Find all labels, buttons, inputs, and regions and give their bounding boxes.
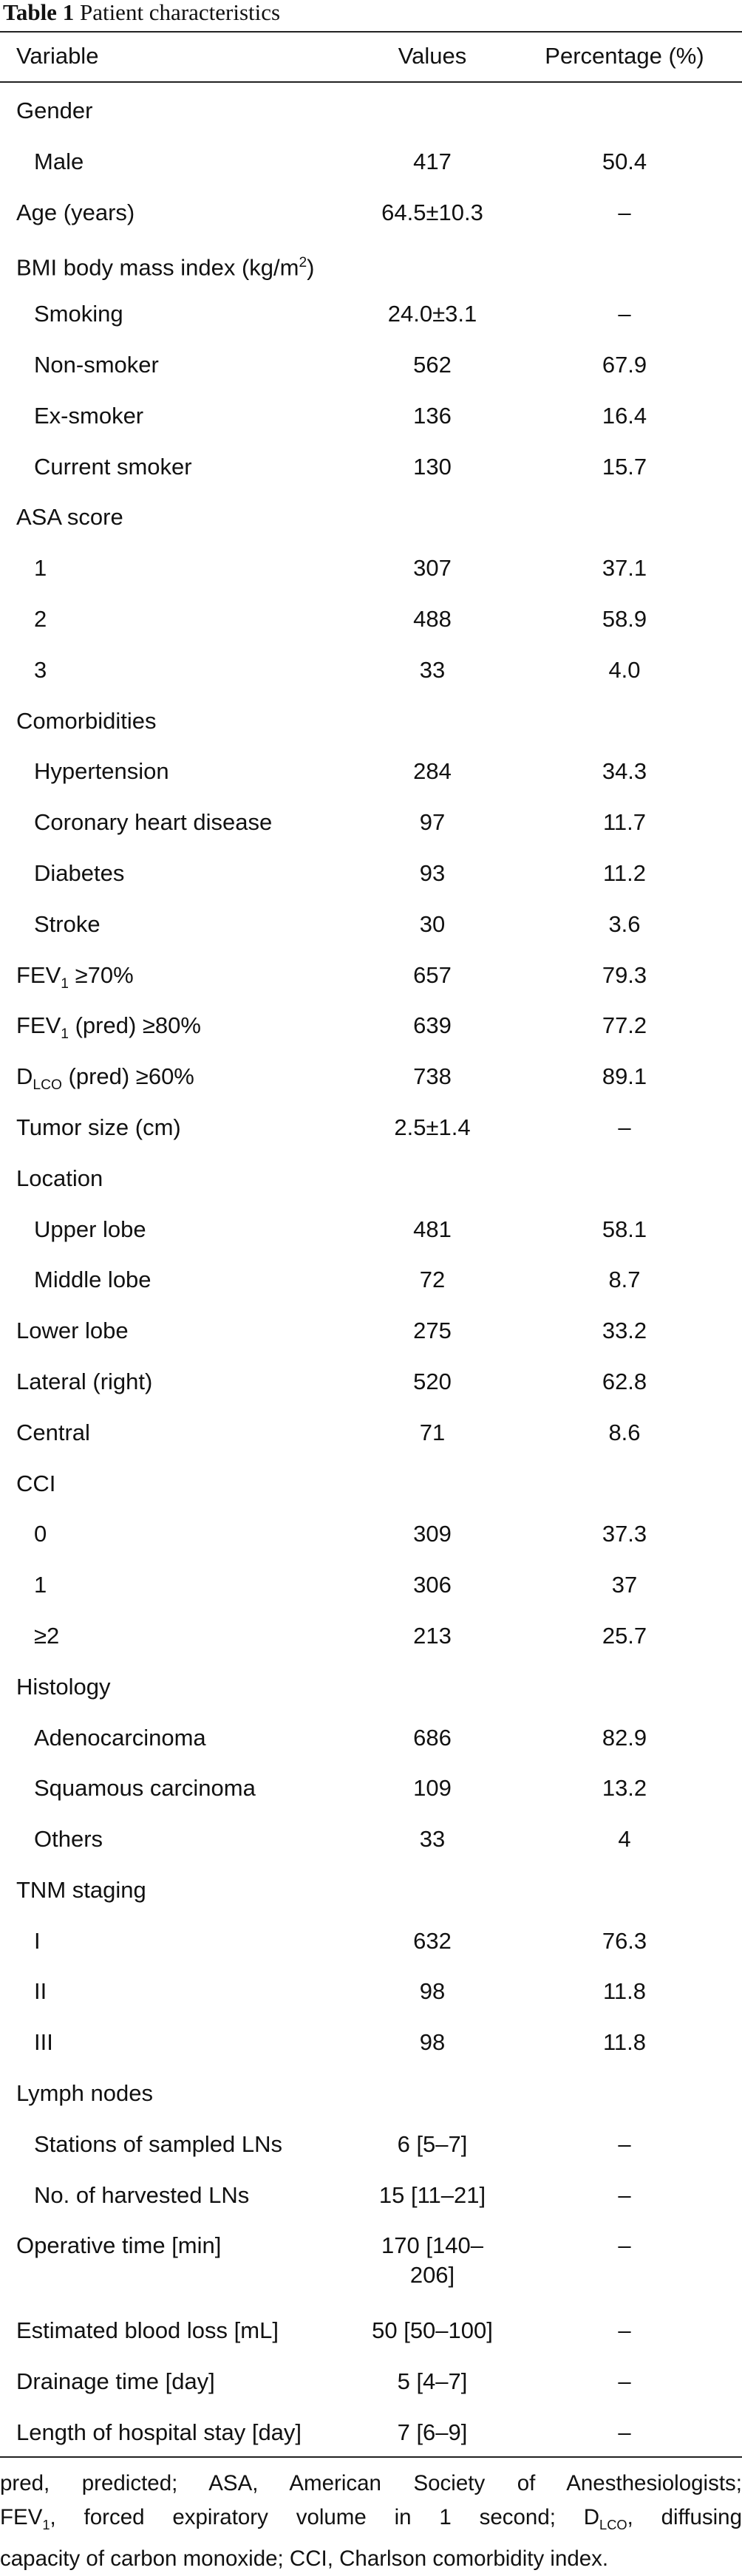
- table-row: [0, 797, 742, 848]
- table-body: [0, 85, 742, 2458]
- cell-value: 520: [413, 1368, 452, 1394]
- table-row: [0, 848, 742, 899]
- header-percentage: Percentage (%): [545, 43, 704, 69]
- cell-variable: Diabetes: [34, 859, 125, 886]
- cell-variable: Length of hospital stay [day]: [16, 2419, 302, 2446]
- cell-value: 657: [413, 961, 452, 988]
- table-footnote: [0, 2467, 742, 2576]
- table-row: [0, 593, 742, 644]
- table-row: [0, 2356, 742, 2407]
- cell-value: 488: [413, 605, 452, 632]
- cell-variable: 2: [34, 605, 47, 632]
- cell-variable: Current smoker: [34, 453, 192, 480]
- table-row: [0, 1966, 742, 2017]
- table-row: [0, 1051, 742, 1102]
- cell-variable: II: [34, 1978, 47, 2005]
- cell-variable: 1: [34, 1572, 47, 1598]
- cell-percentage: 4: [618, 1826, 631, 1853]
- cell-variable: Central: [16, 1419, 90, 1445]
- cell-value: 2.5±1.4: [394, 1114, 471, 1140]
- cell-value: 306: [413, 1572, 452, 1598]
- table-row: [0, 1915, 742, 1966]
- cell-variable: TNM staging: [16, 1876, 146, 1903]
- table-caption-label: Table 1: [3, 0, 75, 25]
- table-row: [0, 1813, 742, 1864]
- cell-percentage: 37.1: [602, 555, 647, 582]
- table-row: [0, 2017, 742, 2068]
- cell-percentage: 15.7: [602, 453, 647, 480]
- cell-variable: BMI body mass index $(kg/m^2)$: [16, 254, 315, 281]
- cell-percentage: 79.3: [602, 961, 647, 988]
- cell-variable: Comorbidities: [16, 707, 157, 734]
- cell-variable: 1: [34, 555, 47, 582]
- cell-variable: III: [34, 2029, 53, 2056]
- cell-percentage: 3.6: [608, 910, 641, 937]
- table-row: [0, 1661, 742, 1712]
- table-row: [0, 1458, 742, 1509]
- table-row: [0, 1407, 742, 1458]
- table-row: [0, 2220, 742, 2305]
- cell-value: 7 [6–9]: [397, 2419, 468, 2446]
- cell-percentage: –: [618, 2419, 631, 2446]
- cell-percentage: 16.4: [602, 402, 647, 429]
- table-row: [0, 1305, 742, 1356]
- cell-percentage: 58.9: [602, 605, 647, 632]
- cell-percentage: 13.2: [602, 1775, 647, 1802]
- table-row: [0, 1559, 742, 1610]
- cell-value: 93: [419, 859, 446, 886]
- table-row: [0, 1712, 742, 1763]
- cell-value: 72: [419, 1267, 446, 1293]
- cell-variable: Drainage time [day]: [16, 2368, 215, 2395]
- cell-variable: Age (years): [16, 199, 135, 225]
- cell-percentage: 34.3: [602, 758, 647, 785]
- table-row: [0, 2119, 742, 2170]
- cell-variable: Adenocarcinoma: [34, 1724, 206, 1751]
- table-bottom-rule: [0, 2456, 742, 2458]
- cell-variable: 0: [34, 1521, 47, 1547]
- cell-value: 24.0±3.1: [387, 301, 477, 327]
- cell-variable: Others: [34, 1826, 103, 1853]
- cell-percentage: –: [618, 1114, 631, 1140]
- table-row: [0, 1102, 742, 1153]
- cell-value: 632: [413, 1927, 452, 1954]
- cell-value: 5 [4–7]: [397, 2368, 468, 2395]
- table-row: [0, 441, 742, 492]
- table-row: [0, 288, 742, 339]
- cell-variable: No. of harvested LNs: [34, 2181, 250, 2208]
- cell-variable: I: [34, 1927, 41, 1954]
- table-top-rule: [0, 31, 742, 33]
- cell-percentage: 25.7: [602, 1622, 647, 1649]
- cell-percentage: 11.8: [602, 1978, 647, 2005]
- table-row: [0, 2407, 742, 2458]
- cell-value: 170 [140– 206]: [381, 2232, 483, 2289]
- cell-variable: $D_{LCO}$ (pred) ≥60%: [16, 1063, 194, 1094]
- cell-variable: $FEV_1$ (pred) ≥80%: [16, 1012, 201, 1043]
- cell-value: 213: [413, 1622, 452, 1649]
- table-row: [0, 1356, 742, 1407]
- table-row: [0, 85, 742, 136]
- table-row: [0, 899, 742, 950]
- table-caption: [3, 0, 280, 27]
- cell-percentage: –: [618, 2181, 631, 2208]
- cell-variable: 3: [34, 656, 47, 683]
- cell-variable: Location: [16, 1165, 103, 1191]
- footnote-line-3: capacity of carbon monoxide; CCI, Charlson comorbidity index.: [0, 2546, 609, 2571]
- cell-percentage: 77.2: [602, 1012, 647, 1039]
- cell-variable: Tumor size (cm): [16, 1114, 181, 1140]
- cell-percentage: 8.7: [608, 1267, 641, 1293]
- cell-value: 97: [419, 809, 446, 836]
- cell-variable: ASA score: [16, 504, 123, 531]
- table-row: [0, 1508, 742, 1559]
- cell-percentage: 37: [611, 1572, 638, 1598]
- cell-value: 6 [5–7]: [397, 2130, 468, 2157]
- cell-variable: $FEV_1 \ge 70\%$: [16, 961, 134, 992]
- cell-percentage: 62.8: [602, 1368, 647, 1394]
- cell-percentage: –: [618, 2232, 631, 2259]
- cell-value: 275: [413, 1318, 452, 1344]
- cell-value: 309: [413, 1521, 452, 1547]
- cell-value: 639: [413, 1012, 452, 1039]
- footnote-line-2: $FEV_1$, forced expiratory volume in 1 second; $D_{LCO}$, diffusing: [0, 2505, 742, 2532]
- table-row: [0, 1864, 742, 1915]
- cell-percentage: 58.1: [602, 1216, 647, 1242]
- cell-variable: Stroke: [34, 910, 101, 937]
- table-row: [0, 339, 742, 390]
- cell-percentage: 11.8: [602, 2029, 647, 2056]
- table-caption-title: Patient characteristics: [79, 0, 281, 25]
- cell-percentage: –: [618, 2368, 631, 2395]
- cell-value: 738: [413, 1063, 452, 1090]
- cell-percentage: –: [618, 2317, 631, 2344]
- table-row: [0, 1762, 742, 1813]
- cell-value: 686: [413, 1724, 452, 1751]
- cell-value: 136: [413, 402, 452, 429]
- table-row: [0, 1000, 742, 1051]
- table-row: [0, 1254, 742, 1305]
- cell-percentage: 4.0: [608, 656, 641, 683]
- table-row: [0, 1153, 742, 1204]
- cell-value: 307: [413, 555, 452, 582]
- cell-percentage: 37.3: [602, 1521, 647, 1547]
- cell-value: 33: [419, 1826, 446, 1853]
- cell-variable: Middle lobe: [34, 1267, 152, 1293]
- cell-variable: Stations of sampled LNs: [34, 2130, 283, 2157]
- table-row: [0, 491, 742, 542]
- cell-variable: Hypertension: [34, 758, 169, 785]
- cell-percentage: 76.3: [602, 1927, 647, 1954]
- cell-variable: Smoking: [34, 301, 123, 327]
- cell-variable: Squamous carcinoma: [34, 1775, 256, 1802]
- table-row: [0, 2170, 742, 2221]
- cell-variable: CCI: [16, 1470, 56, 1496]
- table-header-rule: [0, 81, 742, 83]
- cell-percentage: 11.7: [602, 809, 647, 836]
- cell-variable: Non-smoker: [34, 351, 159, 378]
- cell-percentage: 11.2: [602, 859, 647, 886]
- cell-variable: Gender: [16, 98, 93, 123]
- cell-variable: Lower lobe: [16, 1318, 129, 1344]
- table-row: [0, 390, 742, 441]
- cell-value: 64.5±10.3: [381, 199, 483, 225]
- cell-value: 98: [419, 1978, 446, 2005]
- header-variable: Variable: [16, 43, 99, 69]
- table-row: [0, 950, 742, 1001]
- table-row: [0, 2068, 742, 2119]
- cell-value: 15 [11–21]: [378, 2181, 486, 2208]
- cell-percentage: 8.6: [608, 1419, 641, 1445]
- cell-percentage: –: [618, 199, 631, 225]
- table-row: [0, 1610, 742, 1661]
- cell-percentage: 82.9: [602, 1724, 647, 1751]
- cell-value: 562: [413, 351, 452, 378]
- cell-value: 30: [419, 910, 446, 937]
- table-row: [0, 644, 742, 695]
- cell-value: 71: [419, 1419, 446, 1445]
- cell-variable: Lymph nodes: [16, 2080, 153, 2107]
- cell-value: 33: [419, 656, 446, 683]
- cell-value: 109: [413, 1775, 452, 1802]
- cell-value: 481: [413, 1216, 452, 1242]
- table-row: [0, 136, 742, 187]
- cell-value: 417: [413, 148, 452, 174]
- table-row: [0, 542, 742, 593]
- cell-percentage: –: [618, 2130, 631, 2157]
- cell-variable: ≥2: [34, 1622, 60, 1649]
- cell-percentage: 89.1: [602, 1063, 647, 1090]
- cell-variable: Coronary heart disease: [34, 809, 273, 836]
- cell-variable: Male: [34, 148, 84, 174]
- table-row: [0, 2305, 742, 2356]
- cell-variable: Histology: [16, 1673, 111, 1700]
- cell-percentage: 67.9: [602, 351, 647, 378]
- footnote-line-1: pred, predicted; ASA, American Society of Anesthesiologists;: [0, 2471, 742, 2495]
- cell-value: 98: [419, 2029, 446, 2056]
- cell-percentage: 33.2: [602, 1318, 647, 1344]
- cell-value: 284: [413, 758, 452, 785]
- header-values: Values: [398, 43, 467, 69]
- table-row: [0, 1204, 742, 1255]
- cell-value: 50 [50–100]: [372, 2317, 493, 2344]
- cell-percentage: –: [618, 301, 631, 327]
- table-row: [0, 187, 742, 238]
- cell-variable: Estimated blood loss [mL]: [16, 2317, 279, 2344]
- cell-variable: Upper lobe: [34, 1216, 146, 1242]
- table-row: [0, 237, 742, 288]
- cell-variable: Operative time [min]: [16, 2232, 222, 2259]
- cell-value: 130: [413, 453, 452, 480]
- table-row: [0, 695, 742, 746]
- cell-variable: Lateral (right): [16, 1368, 153, 1394]
- table-row: [0, 746, 742, 797]
- cell-percentage: 50.4: [602, 148, 647, 174]
- cell-variable: Ex-smoker: [34, 402, 144, 429]
